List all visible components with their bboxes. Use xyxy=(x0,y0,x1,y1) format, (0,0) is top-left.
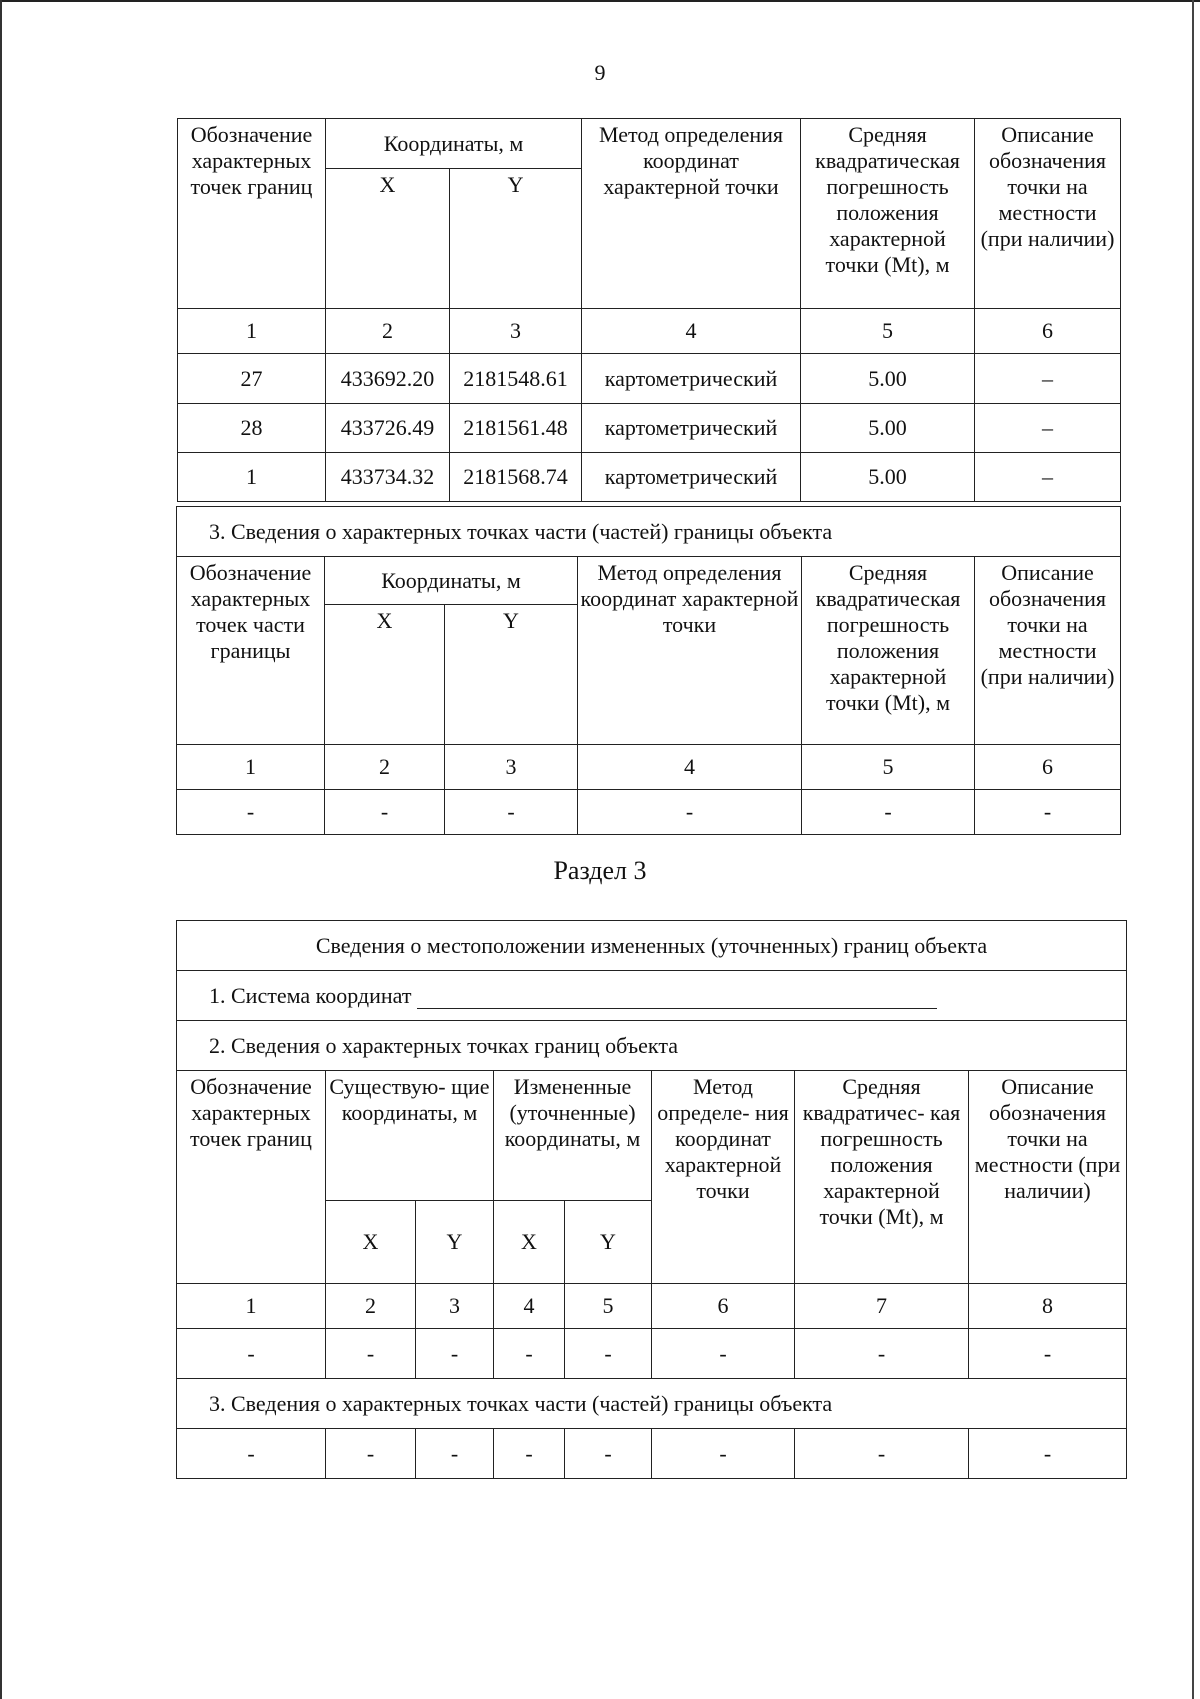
header-description: Описание обозначения точки на местности (при наличии) xyxy=(975,557,1121,745)
cell-empty: - xyxy=(975,790,1121,835)
header-description: Описание обозначения точки на местности (при наличии) xyxy=(969,1071,1127,1284)
cell-empty: - xyxy=(795,1329,969,1379)
cell-empty: - xyxy=(494,1329,565,1379)
page-edge-right xyxy=(1192,0,1194,1699)
col-number: 7 xyxy=(795,1284,969,1329)
cell-empty: - xyxy=(969,1429,1127,1479)
col-number: 3 xyxy=(445,745,578,790)
col-number: 5 xyxy=(801,309,975,354)
cell-empty: - xyxy=(177,1329,326,1379)
coordinate-system-input-line[interactable] xyxy=(417,988,937,1009)
col-number: 4 xyxy=(494,1284,565,1329)
cell-x: 433726.49 xyxy=(326,404,450,453)
header-method: Метод определе- ния координат характерной точки xyxy=(652,1071,795,1284)
header-error: Средняя квадратичес- кая погрешность положения характерной точки (Mt), м xyxy=(795,1071,969,1284)
col-number: 2 xyxy=(326,1284,416,1329)
cell-empty: - xyxy=(802,790,975,835)
header-y: Y xyxy=(445,605,578,745)
header-method: Метод определения координат характерной точки xyxy=(582,119,801,309)
header-existing-coords: Существую- щие координаты, м xyxy=(326,1071,494,1201)
col-number: 6 xyxy=(652,1284,795,1329)
col-number: 5 xyxy=(802,745,975,790)
cell-empty: - xyxy=(652,1429,795,1479)
cell-empty: - xyxy=(795,1429,969,1479)
header-y: Y xyxy=(416,1201,494,1284)
col-number: 4 xyxy=(582,309,801,354)
parts-caption: 3. Сведения о характерных точках части (частей) границы объекта xyxy=(177,1379,1127,1429)
header-method: Метод определения координат характерной точки xyxy=(578,557,802,745)
cell-empty: - xyxy=(494,1429,565,1479)
header-error: Средняя квадратическая погрешность положения характерной точки (Mt), м xyxy=(802,557,975,745)
header-x: X xyxy=(494,1201,565,1284)
cell-y: 2181561.48 xyxy=(450,404,582,453)
part-boundary-points-table xyxy=(176,506,1121,835)
page-edge-top xyxy=(0,0,1200,2)
cell-empty: - xyxy=(565,1329,652,1379)
cell-empty: - xyxy=(565,1429,652,1479)
col-number: 4 xyxy=(578,745,802,790)
cell-empty: - xyxy=(969,1329,1127,1379)
header-x: X xyxy=(325,605,445,745)
part-points-caption: 3. Сведения о характерных точках части (частей) границы объекта xyxy=(177,507,1121,557)
coordinate-system-row xyxy=(177,971,1127,1021)
cell-empty: - xyxy=(416,1329,494,1379)
cell-point: 27 xyxy=(178,354,326,404)
cell-point: 28 xyxy=(178,404,326,453)
header-coordinates: Координаты, м xyxy=(326,119,582,169)
cell-y: 2181568.74 xyxy=(450,453,582,502)
section-title: Раздел 3 xyxy=(553,856,647,885)
col-number: 8 xyxy=(969,1284,1127,1329)
boundary-points-table xyxy=(177,118,1121,502)
cell-error: 5.00 xyxy=(801,404,975,453)
col-number: 3 xyxy=(450,309,582,354)
page-edge-left xyxy=(0,0,2,1699)
cell-method: картометрический xyxy=(582,354,801,404)
cell-empty: - xyxy=(445,790,578,835)
cell-error: 5.00 xyxy=(801,354,975,404)
cell-y: 2181548.61 xyxy=(450,354,582,404)
changed-boundaries-table xyxy=(176,920,1127,1479)
cell-empty: - xyxy=(326,1329,416,1379)
header-description: Описание обозначения точки на местности (при наличии) xyxy=(975,119,1121,309)
header-designation: Обозначение характерных точек части границы xyxy=(177,557,325,745)
col-number: 5 xyxy=(565,1284,652,1329)
cell-description: – xyxy=(975,453,1121,502)
col-number: 6 xyxy=(975,309,1121,354)
cell-point: 1 xyxy=(178,453,326,502)
col-number: 1 xyxy=(177,1284,326,1329)
cell-error: 5.00 xyxy=(801,453,975,502)
header-coordinates: Координаты, м xyxy=(325,557,578,605)
header-designation: Обозначение характерных точек границ xyxy=(177,1071,326,1284)
col-number: 1 xyxy=(177,745,325,790)
cell-empty: - xyxy=(326,1429,416,1479)
cell-x: 433734.32 xyxy=(326,453,450,502)
cell-empty: - xyxy=(177,790,325,835)
cell-empty: - xyxy=(416,1429,494,1479)
col-number: 3 xyxy=(416,1284,494,1329)
col-number: 2 xyxy=(326,309,450,354)
col-number: 2 xyxy=(325,745,445,790)
header-y: Y xyxy=(450,169,582,309)
cell-empty: - xyxy=(578,790,802,835)
page-number: 9 xyxy=(594,60,606,85)
header-x: X xyxy=(326,1201,416,1284)
changed-boundaries-title: Сведения о местоположении измененных (уточненных) границ объекта xyxy=(177,921,1127,971)
cell-x: 433692.20 xyxy=(326,354,450,404)
cell-method: картометрический xyxy=(582,453,801,502)
cell-description: – xyxy=(975,404,1121,453)
cell-empty: - xyxy=(325,790,445,835)
cell-empty: - xyxy=(652,1329,795,1379)
points-caption: 2. Сведения о характерных точках границ объекта xyxy=(177,1021,1127,1071)
cell-empty: - xyxy=(177,1429,326,1479)
cell-method: картометрический xyxy=(582,404,801,453)
header-changed-coords: Измененные (уточненные) координаты, м xyxy=(494,1071,652,1201)
header-y: Y xyxy=(565,1201,652,1284)
col-number: 1 xyxy=(178,309,326,354)
col-number: 6 xyxy=(975,745,1121,790)
header-error: Средняя квадратическая погрешность положения характерной точки (Mt), м xyxy=(801,119,975,309)
header-designation: Обозначение характерных точек границ xyxy=(178,119,326,309)
header-x: X xyxy=(326,169,450,309)
cell-description: – xyxy=(975,354,1121,404)
coordinate-system-label: 1. Система координат xyxy=(209,982,412,1008)
